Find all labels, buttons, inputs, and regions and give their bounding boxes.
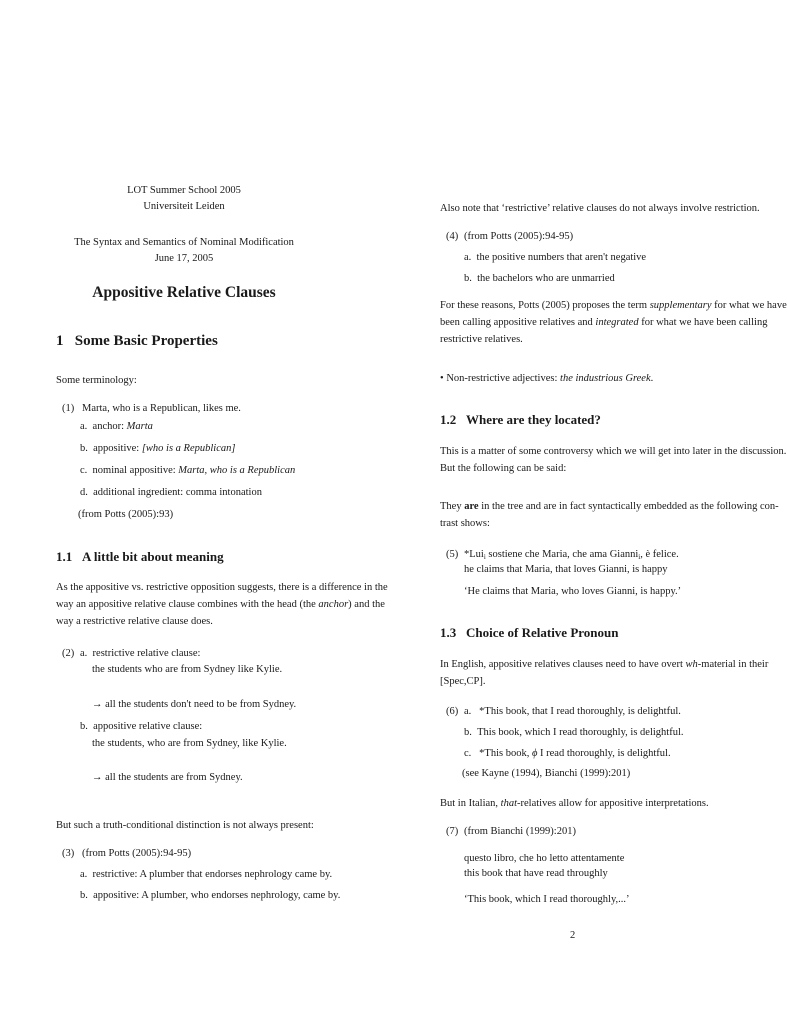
subsection-1-3-heading: 1.3 Choice of Relative Pronoun — [440, 625, 619, 640]
ex5-translation: ‘He claims that Maria, who loves Gianni, is happy.’ — [464, 586, 682, 597]
bullet-icon: • — [440, 373, 444, 384]
subsection-1-1-heading: 1.1 A little bit about meaning — [56, 549, 224, 564]
bullet-nonrestrictive: • Non-restrictive adjectives: the industrious Greek. — [440, 373, 654, 384]
ex5-italian: *Lui$_i$ sostiene che Maria, che ama Gianni$_i$, è felice. — [464, 549, 679, 561]
ex1-sentence: Marta, who is a Republican, likes me. — [82, 403, 241, 414]
ex3-source: (from Potts (2005):94-95) — [82, 848, 192, 859]
ex6-a: a. *This book, that I read thoroughly, is delightful. — [464, 706, 681, 717]
ex4-source: (from Potts (2005):94-95) — [464, 231, 574, 242]
ex7-italian: questo libro, che ho letto attentamente — [464, 853, 625, 864]
arrow-icon: → — [92, 699, 103, 710]
ex3-number: (3) — [62, 848, 75, 859]
ex7-gloss: this book that have read throughly — [464, 868, 608, 879]
ex3-a: a. restrictive: A plumber that endorses nephrology came by. — [80, 869, 333, 880]
para-reasons-line2: been calling appositive relatives and integrated for what we have been calling — [440, 317, 768, 328]
ex1-source: (from Potts (2005):93) — [78, 509, 174, 520]
para-english-line2: [Spec,CP]. — [440, 676, 486, 687]
ex1-b: b. appositive: [who is a Republican] — [80, 443, 236, 454]
ex5-gloss: he claims that Maria, that loves Gianni, is happy — [464, 564, 668, 575]
ex2-number: (2) — [62, 648, 75, 659]
para-english-line1: In English, appositive relatives clauses need to have overt wh-material in their — [440, 659, 769, 670]
ex2-b: b. appositive relative clause: — [80, 721, 203, 732]
ex7-translation: ‘This book, which I read thoroughly,...’ — [464, 894, 630, 905]
page-number: 2 — [570, 930, 576, 941]
para-located-line1: This is a matter of some controversy which we will get into later in the discussion. — [440, 446, 787, 457]
ex5-number: (5) — [446, 549, 459, 560]
arrow-icon: → — [92, 772, 103, 783]
terminology-label: Some terminology: — [56, 375, 137, 386]
para-they-line1: They are in the tree and are in fact syntactically embedded as the following con- — [440, 501, 779, 512]
ex2-b-entailment: → all the students are from Sydney. — [92, 772, 243, 783]
ex2-b-sentence: the students, who are from Sydney, like Kylie. — [92, 738, 287, 749]
header-university: Universiteit Leiden — [143, 201, 225, 212]
ex7-number: (7) — [446, 826, 459, 837]
ex6-c: c. *This book, ϕ I read thoroughly, is delightful. — [464, 748, 671, 759]
header-school: LOT Summer School 2005 — [127, 185, 241, 196]
ex2-a: a. restrictive relative clause: — [80, 648, 201, 659]
para-meaning-line2: way an appositive relative clause combines with the head (the anchor) and the — [56, 599, 385, 610]
para-reasons-line3: restrictive relatives. — [440, 334, 523, 345]
para-located-line2: But the following can be said: — [440, 463, 567, 474]
ex1-a: a. anchor: Marta — [80, 421, 153, 432]
ex4-b: b. the bachelors who are unmarried — [464, 273, 615, 284]
section-1-heading — [56, 333, 218, 350]
header-date: June 17, 2005 — [154, 253, 214, 264]
page-title: Appositive Relative Clauses — [92, 284, 276, 301]
subsection-1-2-heading: 1.2 Where are they located? — [440, 412, 601, 427]
para-truth: But such a truth-conditional distinction is not always present: — [56, 820, 314, 831]
ex6-number: (6) — [446, 706, 459, 717]
ex7-source: (from Bianchi (1999):201) — [464, 826, 576, 837]
para-meaning-line1: As the appositive vs. restrictive opposition suggests, there is a difference in the — [56, 582, 388, 593]
para-reasons-line1: For these reasons, Potts (2005) proposes the term supplementary for what we have — [440, 300, 787, 311]
para-also: Also note that ‘restrictive’ relative clauses do not always involve restriction. — [440, 203, 760, 214]
header-course: The Syntax and Semantics of Nominal Modification — [74, 237, 294, 248]
section-1-number: 1 — [56, 333, 64, 349]
section-1-title: Some Basic Properties — [74, 333, 218, 349]
ex3-b: b. appositive: A plumber, who endorses nephrology, came by. — [80, 890, 341, 901]
ex2-a-entailment: → all the students don't need to be from Sydney. — [92, 699, 297, 710]
ex4-number: (4) — [446, 231, 459, 242]
para-meaning-line3: way a restrictive relative clause does. — [56, 616, 213, 627]
ex1-c: c. nominal appositive: Marta, who is a Republican — [80, 465, 296, 476]
para-italian: But in Italian, that-relatives allow for appositive interpretations. — [440, 798, 709, 809]
ex2-a-sentence: the students who are from Sydney like Kylie. — [92, 664, 283, 675]
ex6-b: b. This book, which I read thoroughly, is delightful. — [464, 727, 684, 738]
ex1-d: d. additional ingredient: comma intonation — [80, 487, 262, 498]
ex6-source: (see Kayne (1994), Bianchi (1999):201) — [462, 768, 631, 779]
para-they-line2: trast shows: — [440, 518, 490, 529]
ex4-a: a. the positive numbers that aren't negative — [464, 252, 647, 263]
ex1-number: (1) — [62, 403, 75, 414]
